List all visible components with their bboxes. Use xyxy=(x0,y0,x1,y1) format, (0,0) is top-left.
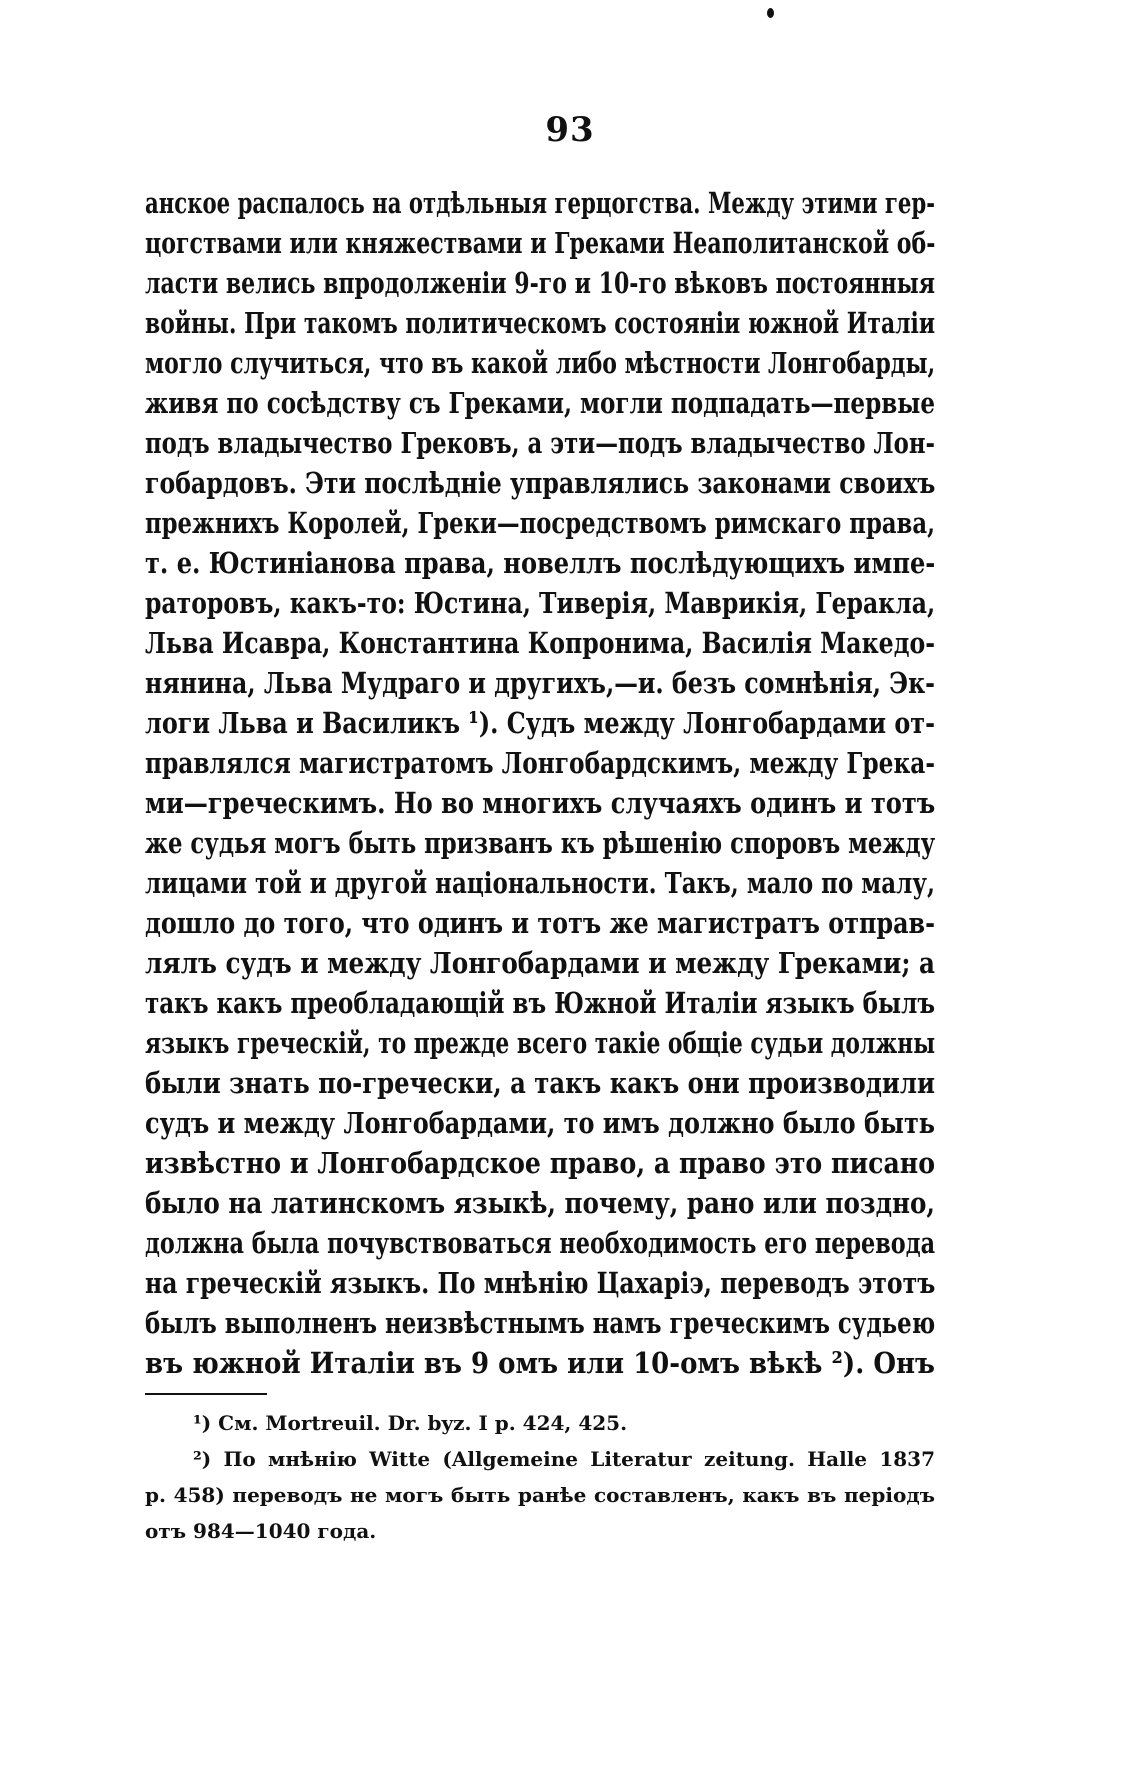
text-line: прежнихъ Королей, Греки—посредствомъ римскаго права, xyxy=(145,506,935,540)
text-line: были знать по-гречески, а такъ какъ они производили xyxy=(145,1066,936,1100)
text-line: въ южной Италіи въ 9 омъ или 10-омъ вѣкѣ ²). Онъ xyxy=(145,1346,935,1380)
footnotes xyxy=(145,1405,935,1549)
text-line: было на латинскомъ языкѣ, почему, рано или поздно, xyxy=(145,1186,935,1220)
text-line: ласти велись впродолженіи 9-го и 10-го вѣковъ постоянныя xyxy=(145,266,936,300)
text-line: лялъ судъ и между Лонгобардами и между Греками; а xyxy=(145,946,936,980)
text-line: на греческій языкъ. По мнѣнію Цахаріэ, переводъ этотъ xyxy=(145,1266,936,1300)
footnote-2-cont: p. 458) переводъ не могъ быть ранѣе составленъ, какъ въ періодъ xyxy=(145,1483,935,1507)
text-line: живя по сосѣдству съ Греками, могли подпадать—первые xyxy=(145,386,935,420)
text-line: войны. При такомъ политическомъ состояніи южной Италіи xyxy=(145,306,936,340)
footnote-2-end: отъ 984—1040 года. xyxy=(145,1519,377,1543)
text-line: лицами той и другой національности. Такъ, мало по малу, xyxy=(145,866,935,900)
footnote-1: ¹) См. Mortreuil. Dr. byz. I p. 424, 425. xyxy=(193,1411,628,1435)
text-line: могло случиться, что въ какой либо мѣстности Лонгобарды, xyxy=(145,346,936,380)
text-line: анское распалось на отдѣльныя герцогства. Между этими гер- xyxy=(145,186,935,220)
text-line: правлялся магистратомъ Лонгобардскимъ, между Грека- xyxy=(145,746,935,780)
text-line: гобардовъ. Эти послѣдніе управлялись законами своихъ xyxy=(145,466,936,500)
text-line: Льва Исавра, Константина Копронима, Василія Македо- xyxy=(145,626,935,660)
text-line: цогствами или княжествами и Греками Неаполитанской об- xyxy=(145,226,936,260)
body-text xyxy=(145,183,935,1383)
ink-dot xyxy=(767,8,774,18)
text-line: такъ какъ преобладающій въ Южной Италіи языкъ былъ xyxy=(145,986,935,1020)
text-line: ми—греческимъ. Но во многихъ случаяхъ одинъ и тотъ xyxy=(145,786,936,820)
text-line: языкъ греческій, то прежде всего такіе общіе судьи должны xyxy=(145,1026,936,1060)
text-line: т. е. Юстиніанова права, новеллъ послѣдующихъ импе- xyxy=(145,546,936,580)
text-line: извѣстно и Лонгобардское право, а право это писано xyxy=(145,1146,935,1180)
text-line: судъ и между Лонгобардами, то имъ должно было быть xyxy=(145,1106,936,1140)
page-number: 93 xyxy=(545,110,595,150)
footnote-2: ²) По мнѣнію Witte (Allgemeine Literatur zeitung. Halle 1837 xyxy=(193,1447,935,1471)
text-line: должна была почувствоваться необходимость его перевода xyxy=(145,1226,936,1260)
text-line: нянина, Льва Мудраго и другихъ,—и. безъ сомнѣнія, Эк- xyxy=(145,666,935,700)
text-line: раторовъ, какъ-то: Юстина, Тиверія, Маврикія, Геракла, xyxy=(145,586,936,620)
footnote-divider xyxy=(145,1393,267,1395)
text-line: подъ владычество Грековъ, а эти—подъ владычество Лон- xyxy=(145,426,935,460)
text-line: дошло до того, что одинъ и тотъ же магистратъ отправ- xyxy=(145,906,935,940)
text-line: былъ выполненъ неизвѣстнымъ намъ греческимъ судьею xyxy=(145,1306,936,1340)
text-line: логи Льва и Василикъ ¹). Судъ между Лонгобардами от- xyxy=(145,706,935,740)
text-line: же судья могъ быть призванъ къ рѣшенію споровъ между xyxy=(145,826,936,860)
